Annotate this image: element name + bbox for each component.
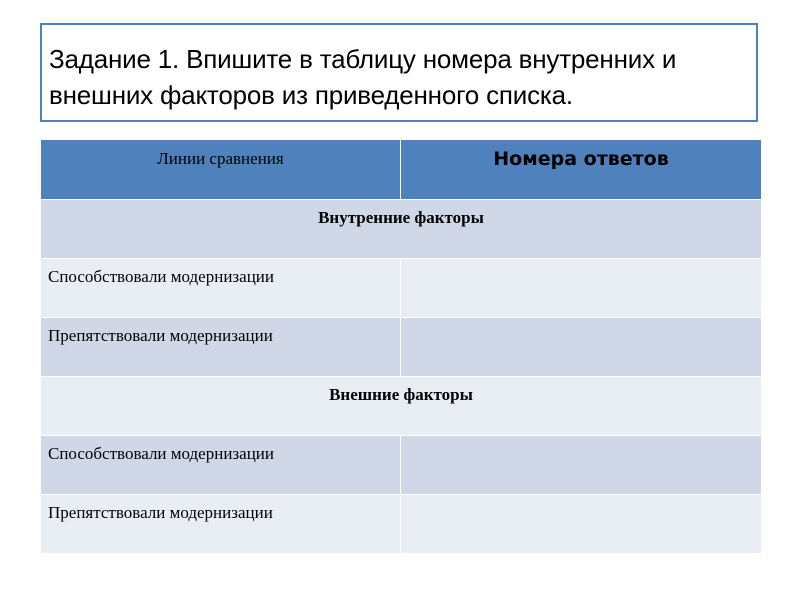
- answer-cell[interactable]: [401, 495, 762, 554]
- answer-cell[interactable]: [401, 259, 762, 318]
- row-label: Препятствовали модернизации: [41, 318, 401, 377]
- table-row: [41, 318, 762, 377]
- section-title-external: Внешние факторы: [41, 377, 762, 436]
- title-box: [40, 23, 758, 122]
- answer-cell[interactable]: [401, 436, 762, 495]
- row-label: Препятствовали модернизации: [41, 495, 401, 554]
- table-row: [41, 436, 762, 495]
- table-header-row: [41, 140, 762, 200]
- section-row-internal: [41, 200, 762, 259]
- answer-cell[interactable]: [401, 318, 762, 377]
- slide-title: [49, 41, 752, 113]
- comparison-table: [40, 139, 762, 554]
- slide-title-line-2: внешних факторов из приведенного списка.: [49, 80, 573, 110]
- row-label: Способствовали модернизации: [41, 436, 401, 495]
- header-comparison-lines: Линии сравнения: [41, 140, 401, 200]
- slide-title-line-1: Задание 1. Впишите в таблицу номера внутренних и: [49, 44, 677, 74]
- section-title-internal: Внутренние факторы: [41, 200, 762, 259]
- header-answer-numbers: Номера ответов: [401, 140, 762, 200]
- table-row: [41, 495, 762, 554]
- row-label: Способствовали модернизации: [41, 259, 401, 318]
- section-row-external: [41, 377, 762, 436]
- table-row: [41, 259, 762, 318]
